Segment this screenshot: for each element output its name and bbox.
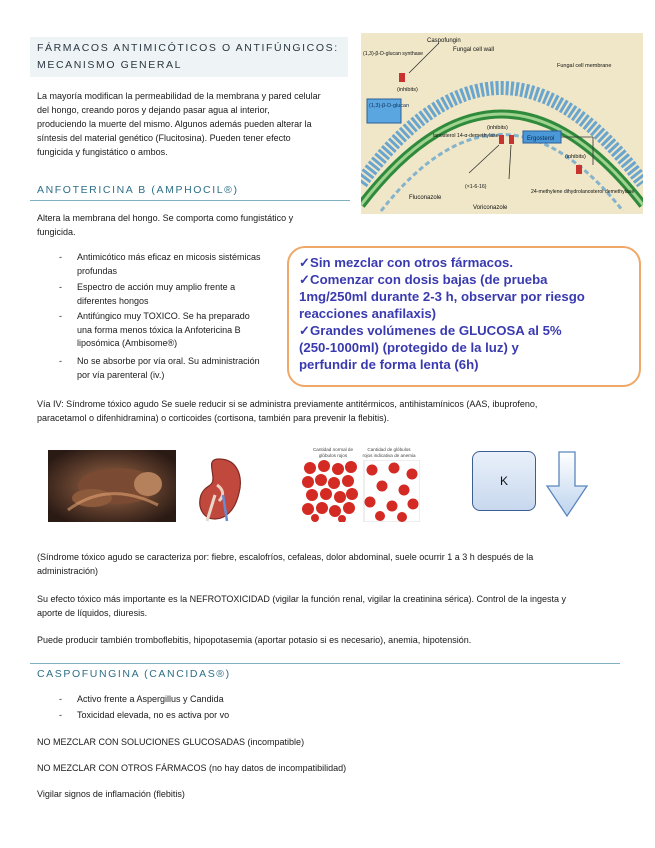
callout-line: reacciones anafilaxis) (299, 306, 437, 321)
caspo-warning-mix: NO MEZCLAR CON OTROS FÁRMACOS (no hay datos de incompatibilidad) (37, 763, 347, 773)
otros-efectos: Puede producir también tromboflebitis, hipopotasemia (aportar potasio si es necesario), anemia, hipotensión. (37, 635, 472, 645)
callout-line: 1mg/250ml durante 2-3 h, observar por riesgo (299, 289, 585, 304)
callout-line: ✓Grandes volúmenes de GLUCOSA al 5% (299, 323, 562, 338)
callout-line: perfundir de forma lenta (6h) (299, 357, 479, 372)
inhibit-marker (499, 135, 504, 144)
intro-line: La mayoría modifican la permeabilidad de la membrana y pared celular (37, 91, 321, 101)
bullet-line: profundas (77, 265, 118, 276)
blood-label-left: Cantidad normal de glóbulos rojos (312, 447, 354, 458)
bullet-line: diferentes hongos (77, 295, 149, 306)
bullet-line: No se absorbe por vía oral. Su administración (77, 356, 260, 366)
anfo-heading-rule (30, 200, 350, 201)
anfo-lead (37, 211, 357, 239)
arrow-down-icon (545, 450, 589, 518)
fluconazole-label: Fluconazole (409, 195, 442, 201)
inhibit-marker (509, 135, 514, 144)
sindrome-line: (Síndrome tóxico agudo se caracteriza por: fiebre, escalofríos, cefaleas, dolor abdominal, suele ocurrir 1 a 3 h después de la (37, 552, 534, 562)
ergosterol-label: Ergosterol (527, 136, 555, 142)
bullet-line: una forma menos tóxica la Anfotericina B (77, 324, 241, 335)
bullet-dash: - (59, 282, 62, 292)
caspo-heading: CASPOFUNGINA (CANCIDAS®) (37, 668, 231, 680)
fungal-membrane-label: Fungal cell membrane (557, 63, 612, 69)
nefro-line: aporte de líquidos, diuresis. (37, 608, 148, 618)
caspo-heading-rule (30, 663, 620, 664)
bullet-dash: - (59, 252, 62, 262)
bullet-dash: - (59, 311, 62, 321)
callout-line: (250-1000ml) (protegido de la luz) y (299, 340, 519, 355)
bullet-line: por vía parenteral (iv.) (77, 369, 165, 380)
glucan-label: (1,3)-β-D-glucan (369, 103, 410, 109)
blood-label-right: Cantidad de glóbulos rojos indicativa de anemia (362, 447, 416, 458)
anfo-heading: ANFOTERICINA B (AMPHOCIL®) (37, 184, 239, 196)
via-iv-line: paracetamol o difenhidramina) o corticoides (cortisona, también para prevenir la flebitis). (37, 413, 390, 423)
bullet-line: Activo frente a Aspergillus y Candida (77, 694, 224, 704)
potassium-label: K (499, 474, 508, 488)
bullet-line: liposómica (Ambisome®) (77, 338, 178, 348)
potassium-box (472, 451, 536, 511)
page-title-line2: MECANISMO GENERAL (37, 59, 183, 71)
inhibit-marker (399, 73, 405, 82)
anfo-lead-line: Altera la membrana del hongo. Se comporta como fungistático y (37, 213, 294, 223)
methylene-label: 24-methylene dihydrolanosterol demethylase (531, 189, 635, 195)
via-iv-paragraph (37, 397, 637, 425)
anfo-lead-line: fungicida. (37, 227, 76, 237)
callout-line: ✓Comenzar con dosis bajas (de prueba (299, 272, 548, 287)
inhibits-label: (inhibits) (487, 125, 508, 131)
nefro-line: Su efecto tóxico más importante es la NEFROTOXICIDAD (vigilar la función renal, vigilar la creatinina sérica). Control de la ingesta y (37, 594, 567, 604)
bullet-line: Antifúngico muy TOXICO. Se ha preparado (77, 311, 250, 321)
inhibits-label: (inhibits) (397, 87, 418, 93)
intro-paragraph (37, 89, 357, 159)
caspo-warning-glucose: NO MEZCLAR CON SOLUCIONES GLUCOSADAS (incompatible) (37, 737, 305, 747)
blood-cells-comparison (302, 460, 420, 522)
fungal-wall-label: Fungal cell wall (453, 47, 495, 53)
sindrome-paragraph (37, 550, 637, 578)
glucan-synthase-label: (1,3)-β-D-glucan synthase (363, 51, 424, 57)
intro-line: fungicida y fungistático o ambos. (37, 147, 168, 157)
page-title-line1: FÁRMACOS ANTIMICÓTICOS O ANTIFÚNGICOS: (37, 42, 339, 54)
voriconazole-label: Voriconazole (473, 205, 508, 211)
bullet-line: Toxicidad elevada, no es activa por vo (77, 710, 230, 720)
bullet-dash: - (59, 694, 62, 704)
caspo-flebitis: Vigilar signos de inflamación (flebitis) (37, 789, 185, 799)
bullet-dash: - (59, 356, 62, 366)
nefro-paragraph (37, 592, 637, 620)
lanosterol-label: lanosterol 14-α-demethylase (433, 133, 499, 139)
bullet-dash: - (59, 710, 62, 720)
via-iv-line: Vía IV: Síndrome tóxico agudo Se suele reducir si se administra previamente antitérmicos, antihistamínicos (AAS, ibuprofeno, (37, 399, 538, 409)
sindrome-line: administración) (37, 566, 99, 576)
inhibits-label: (inhibits) (565, 154, 586, 160)
kidney-image (193, 455, 245, 523)
callout-line: ✓Sin mezclar con otros fármacos. (299, 255, 514, 270)
intro-line: del hongo, creando poros y dejando pasar agua al interior, (37, 105, 270, 115)
mechanism-diagram (361, 33, 643, 214)
inhibit-marker (576, 165, 582, 174)
bullet-line: Antimicótico más eficaz en micosis sistémicas (77, 252, 261, 262)
caspofungin-label: Caspofungin (427, 38, 461, 44)
bullet-line: Espectro de acción muy amplio frente a (77, 282, 236, 292)
patient-fever-photo (48, 450, 176, 522)
warning-callout (287, 246, 641, 387)
x616-label: (×1-6-16) (465, 184, 487, 190)
intro-line: produciendo la muerte del mismo. Algunos además pueden alterar la (37, 119, 312, 129)
intro-line: síntesis del material genético (Flucitosina). Pueden tener efecto (37, 133, 291, 143)
